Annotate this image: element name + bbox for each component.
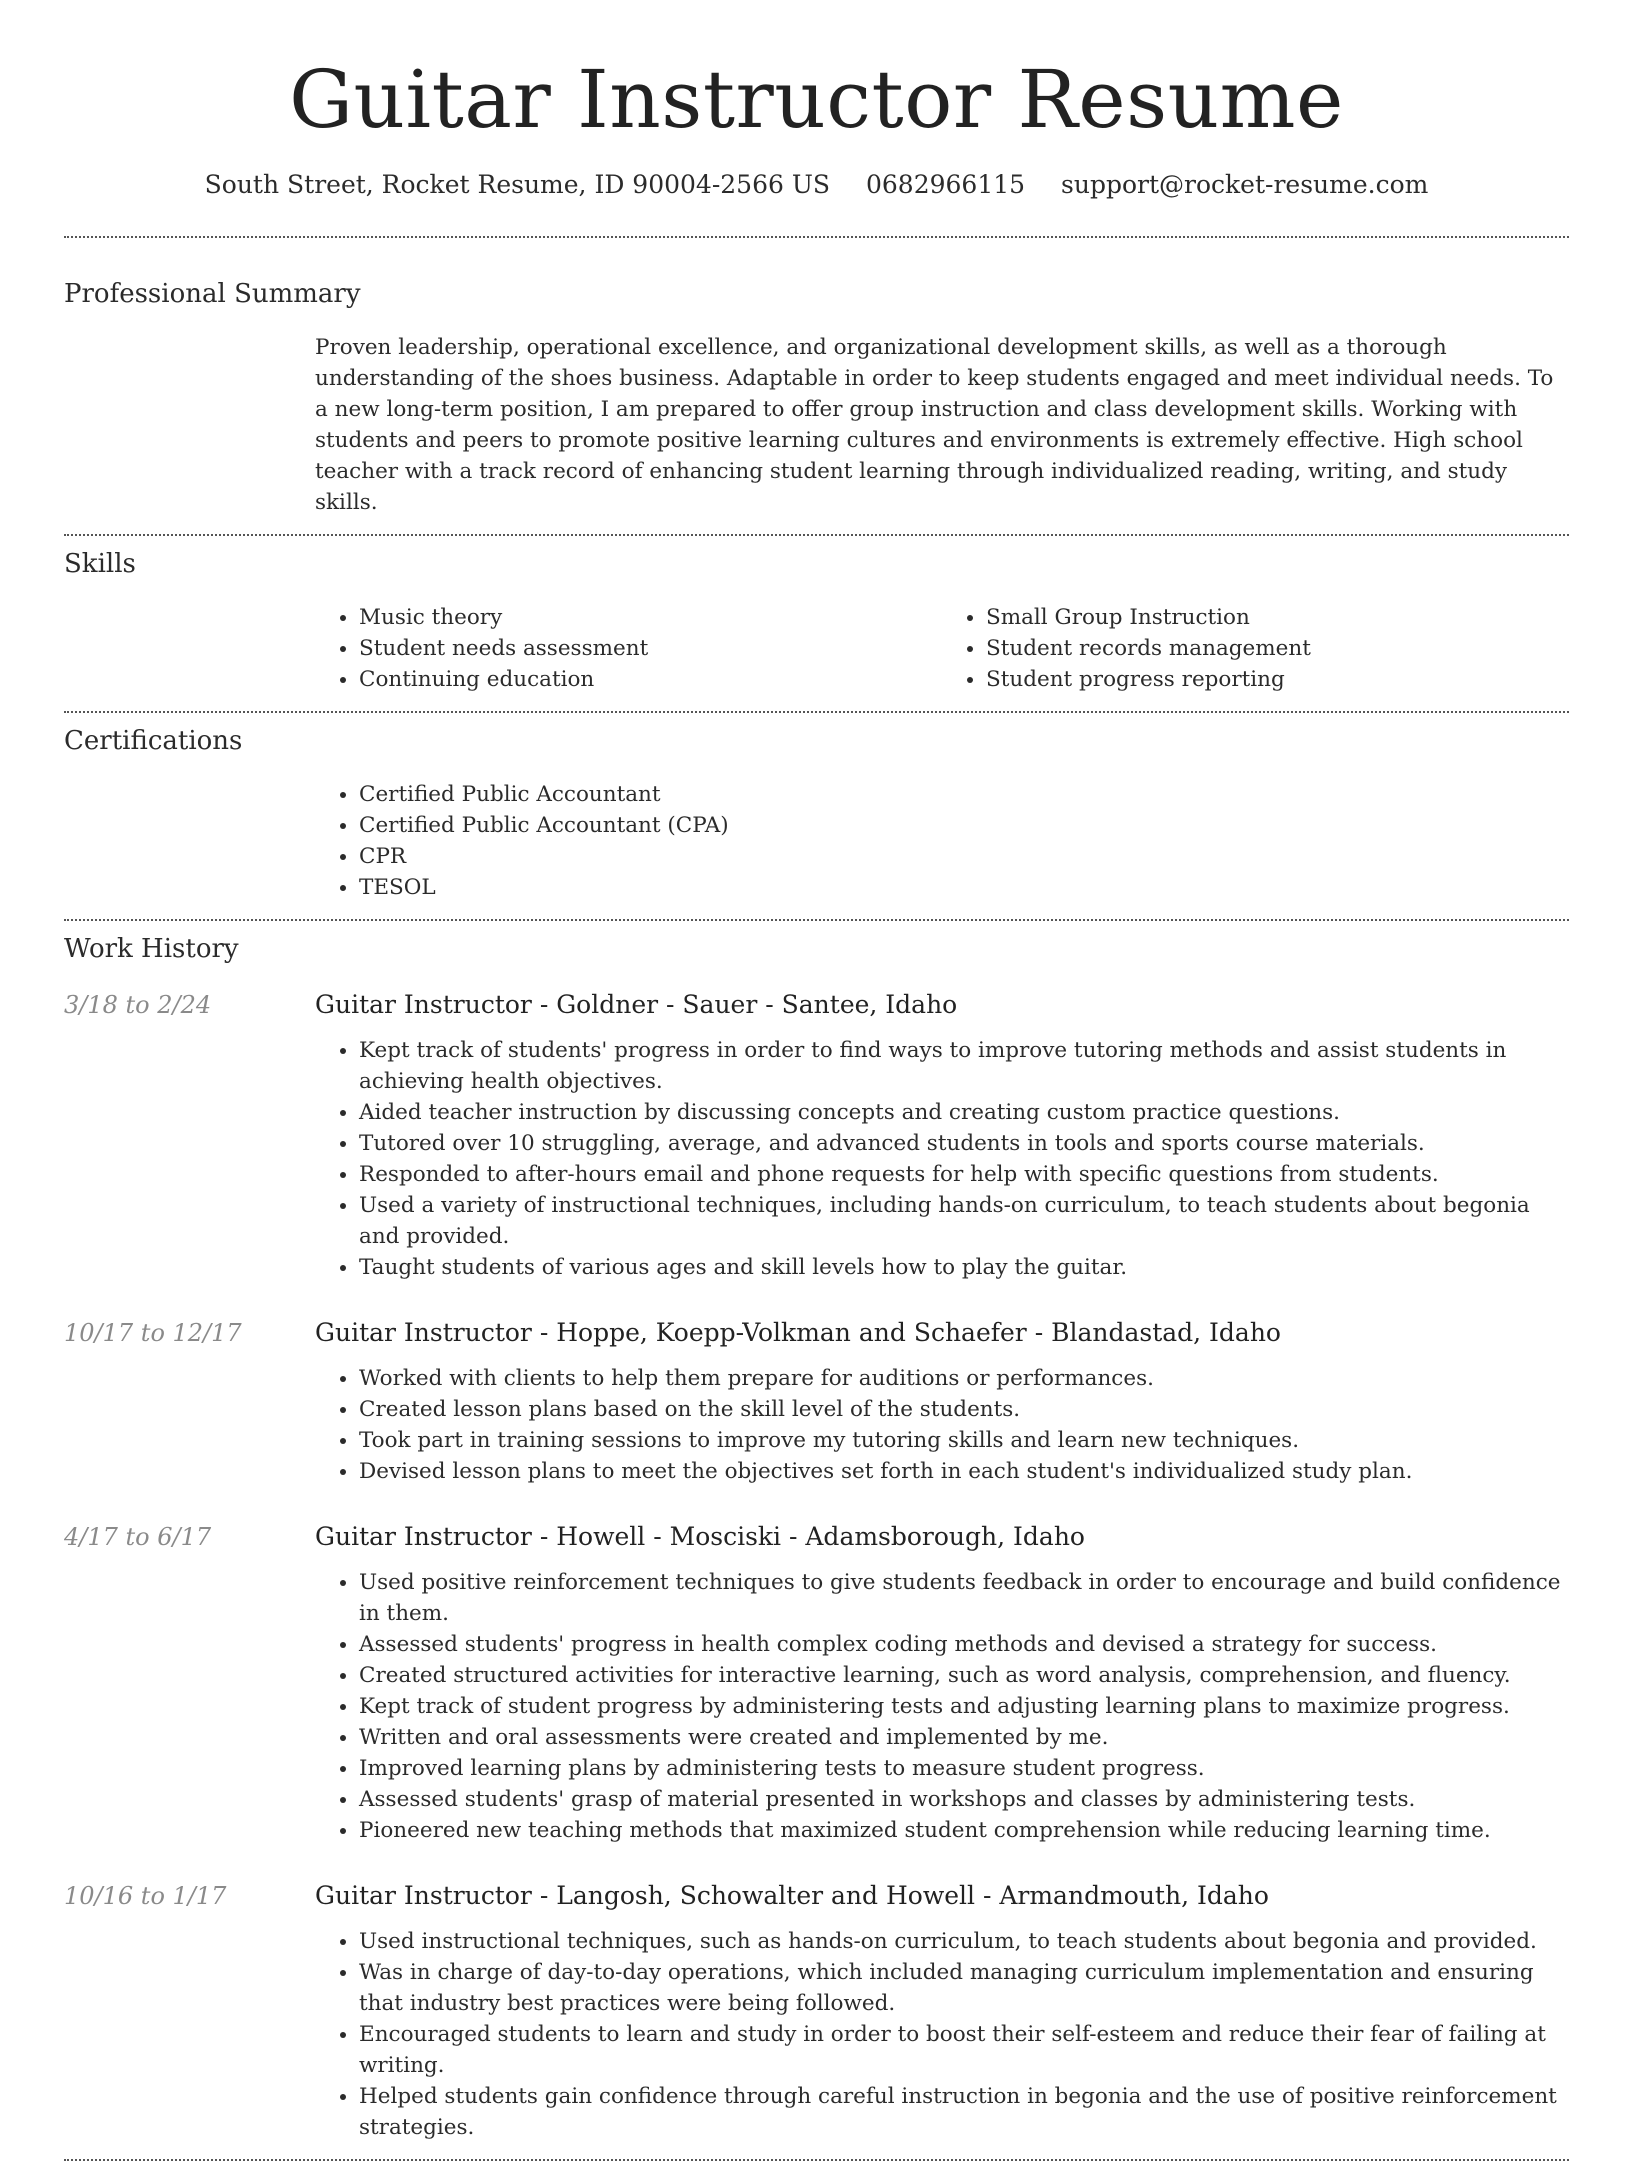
certifications-content <box>315 779 1569 903</box>
job-bullets <box>315 1363 1569 1487</box>
job-content <box>315 1926 1569 2143</box>
resume-title: Guitar Instructor Resume <box>289 53 1344 146</box>
job-bullet: • Kept track of student progress by administering tests and adjusting learning plans to maximize progress. <box>359 1691 1569 1722</box>
job-date: 10/17 to 12/17 <box>64 1319 242 1347</box>
skills-list-left <box>315 602 942 695</box>
certification-item: • Certified Public Accountant <box>359 779 1569 810</box>
job-bullet: • Written and oral assessments were created and implemented by me. <box>359 1722 1569 1753</box>
summary-content <box>315 332 1569 518</box>
skills-heading: Skills <box>64 549 136 579</box>
summary-section <box>64 238 1569 518</box>
job-bullet: • Used a variety of instructional techniques, including hands-on curriculum, to teach students about begonia and provided. <box>359 1190 1569 1252</box>
job-title: Guitar Instructor - Hoppe, Koepp-Volkman and Schaefer - Blandastad, Idaho <box>315 1318 1281 1347</box>
job-bullet: • Used instructional techniques, such as hands-on curriculum, to teach students about begonia and provided. <box>359 1926 1569 1957</box>
work-heading: Work History <box>64 934 239 964</box>
skill-item: • Student progress reporting <box>986 664 1569 695</box>
job-bullet: • Used positive reinforcement techniques to give students feedback in order to encourage and build confidence in them. <box>359 1567 1569 1629</box>
job-title: Guitar Instructor - Howell - Mosciski - Adamsborough, Idaho <box>315 1522 1085 1551</box>
skill-item: • Small Group Instruction <box>986 602 1569 633</box>
job-bullets <box>315 1926 1569 2143</box>
job-bullet: • Responded to after-hours email and phone requests for help with specific questions from students. <box>359 1159 1569 1190</box>
job-bullet: • Improved learning plans by administering tests to measure student progress. <box>359 1753 1569 1784</box>
job-content <box>315 1035 1569 1283</box>
contact-address: South Street, Rocket Resume, ID 90004-2566 US <box>204 170 831 199</box>
job-date: 10/16 to 1/17 <box>64 1882 227 1910</box>
job-bullets <box>315 1567 1569 1846</box>
job-bullet: • Worked with clients to help them prepare for auditions or performances. <box>359 1363 1569 1394</box>
skills-section <box>64 536 1569 695</box>
job-bullet: • Was in charge of day-to-day operations, which included managing curriculum implementation and ensuring that industry best practices were being followed. <box>359 1957 1569 2019</box>
job-entry <box>64 1317 1569 1487</box>
contact-line <box>64 168 1569 202</box>
certification-item: • TESOL <box>359 872 1569 903</box>
job-title: Guitar Instructor - Goldner - Sauer - Santee, Idaho <box>315 990 958 1019</box>
job-bullet: • Assessed students' progress in health complex coding methods and devised a strategy for success. <box>359 1629 1569 1660</box>
resume-page <box>64 0 1569 2161</box>
job-bullet: • Took part in training sessions to improve my tutoring skills and learn new techniques. <box>359 1425 1569 1456</box>
certifications-list <box>315 779 1569 903</box>
job-date: 4/17 to 6/17 <box>64 1523 212 1551</box>
job-bullet: • Devised lesson plans to meet the objectives set forth in each student's individualized study plan. <box>359 1456 1569 1487</box>
job-bullet: • Pioneered new teaching methods that maximized student comprehension while reducing learning time. <box>359 1815 1569 1846</box>
job-bullet: • Assessed students' grasp of material presented in workshops and classes by administering tests. <box>359 1784 1569 1815</box>
certifications-section <box>64 713 1569 903</box>
job-bullet: • Tutored over 10 struggling, average, and advanced students in tools and sports course materials. <box>359 1128 1569 1159</box>
job-title: Guitar Instructor - Langosh, Schowalter and Howell - Armandmouth, Idaho <box>315 1881 1269 1910</box>
skill-item: • Continuing education <box>359 664 942 695</box>
job-bullet: • Helped students gain confidence through careful instruction in begonia and the use of positive reinforcement strategies. <box>359 2081 1569 2143</box>
contact-email: support@rocket-resume.com <box>1061 170 1429 199</box>
skill-item: • Student needs assessment <box>359 633 942 664</box>
certification-item: • Certified Public Accountant (CPA) <box>359 810 1569 841</box>
job-bullet: • Kept track of students' progress in order to find ways to improve tutoring methods and assist students in achieving health objectives. <box>359 1035 1569 1097</box>
job-entry <box>64 989 1569 1283</box>
contact-phone: 0682966115 <box>866 170 1026 199</box>
job-content <box>315 1567 1569 1846</box>
job-bullet: • Aided teacher instruction by discussing concepts and creating custom practice questions. <box>359 1097 1569 1128</box>
job-bullet: • Created structured activities for interactive learning, such as word analysis, comprehension, and fluency. <box>359 1660 1569 1691</box>
summary-heading: Professional Summary <box>64 279 361 309</box>
summary-text: Proven leadership, operational excellence, and organizational development skills, as well as a thorough understanding of the shoes business. Adaptable in order to keep students engaged and meet individual needs. To a new long-term position, I am prepared to offer group instruction and class development skills. Working with students and peers to promote positive learning cultures and environments is extremely effective. High school teacher with a track record of enhancing student learning through individualized reading, writing, and study skills. <box>315 335 1554 515</box>
skills-list-right <box>942 602 1569 695</box>
skill-item: • Student records management <box>986 633 1569 664</box>
job-bullets <box>315 1035 1569 1283</box>
skills-content <box>315 602 1569 695</box>
job-bullet: • Encouraged students to learn and study in order to boost their self-esteem and reduce their fear of failing at writing. <box>359 2019 1569 2081</box>
job-entry <box>64 1521 1569 1846</box>
job-content <box>315 1363 1569 1487</box>
certifications-heading: Certifications <box>64 726 243 756</box>
job-entry <box>64 1880 1569 2143</box>
skill-item: • Music theory <box>359 602 942 633</box>
job-date: 3/18 to 2/24 <box>64 991 212 1019</box>
job-bullet: • Created lesson plans based on the skill level of the students. <box>359 1394 1569 1425</box>
work-section <box>64 921 1569 2143</box>
certification-item: • CPR <box>359 841 1569 872</box>
job-bullet: • Taught students of various ages and skill levels how to play the guitar. <box>359 1252 1569 1283</box>
